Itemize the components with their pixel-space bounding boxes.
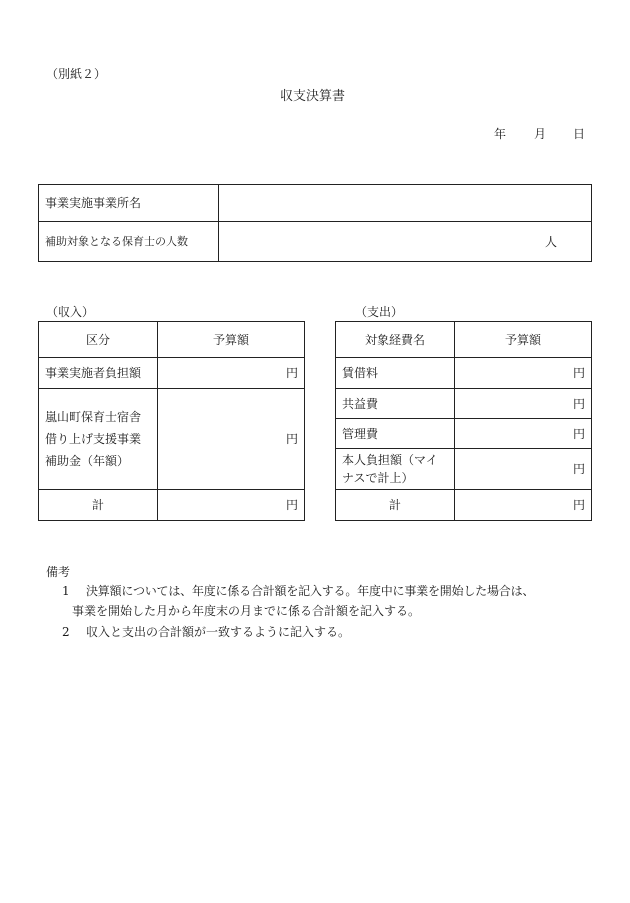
income-row-subsidy [39,389,305,490]
expense-header-row [336,322,592,358]
expense-value-common-fee[interactable]: 円 [455,389,592,419]
income-label-subsidy: 嵐山町保育士宿舎借り上げ支援事業補助金（年額） [39,389,158,490]
expense-row-self-burden [336,449,592,490]
note-1-text-line2: 事業を開始した月から年度末の月までに係る合計額を記入する。 [72,604,421,618]
expense-table [335,321,592,521]
page-title: 収支決算書 [280,89,346,104]
expense-row-rent [336,358,592,389]
expense-label-self-burden: 本人負担額（マイナスで計上） [336,449,455,490]
expense-total-label: 計 [336,490,455,521]
income-table [38,321,305,521]
expense-label-management-fee: 管理費 [336,419,455,449]
note-2-text: 収入と支出の合計額が一致するように記入する。 [86,625,351,639]
expense-label-common-fee: 共益費 [336,389,455,419]
date-month: 月 [534,127,547,141]
date-day: 日 [573,127,586,141]
expense-row-common-fee [336,389,592,419]
notes-heading: 備考 [46,565,71,579]
expense-header-budget: 予算額 [455,322,592,358]
note-2-number: 2 [62,625,70,639]
income-label-self-burden: 事業実施者負担額 [39,358,158,389]
expense-total-row [336,490,592,521]
attachment-label: （別紙２） [46,67,107,81]
income-total-row [39,490,305,521]
income-header-budget: 予算額 [158,322,305,358]
expense-value-management-fee[interactable]: 円 [455,419,592,449]
info-row-staff-count [39,222,592,262]
income-section-label: （収入） [46,305,95,319]
income-total-value[interactable]: 円 [158,490,305,521]
expense-label-rent: 賃借料 [336,358,455,389]
income-value-self-burden[interactable]: 円 [158,358,305,389]
info-label-office: 事業実施事業所名 [39,185,219,222]
income-header-row [39,322,305,358]
income-header-category: 区分 [39,322,158,358]
info-value-office[interactable] [219,185,592,222]
info-row-office [39,185,592,222]
income-total-label: 計 [39,490,158,521]
expense-value-rent[interactable]: 円 [455,358,592,389]
expense-row-management-fee [336,419,592,449]
info-table [38,184,592,262]
expense-section-label: （支出） [355,305,404,319]
info-label-staff-count: 補助対象となる保育士の人数 [39,222,219,262]
expense-total-value[interactable]: 円 [455,490,592,521]
date-year: 年 [494,127,507,141]
expense-value-self-burden[interactable]: 円 [455,449,592,490]
note-1-text: 決算額については、年度に係る合計額を記入する。年度中に事業を開始した場合は、 [86,584,535,598]
income-row-self-burden [39,358,305,389]
info-value-staff-count[interactable]: 人 [219,222,592,262]
income-value-subsidy[interactable]: 円 [158,389,305,490]
note-1-number: 1 [62,584,70,598]
expense-header-item: 対象経費名 [336,322,455,358]
